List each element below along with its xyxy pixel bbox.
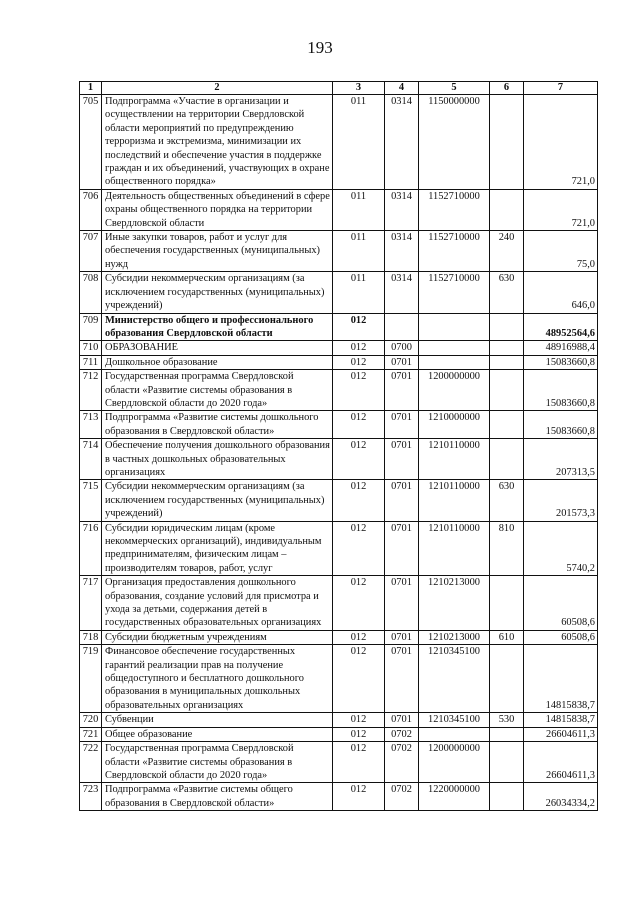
expense-type-cell [490, 370, 524, 411]
admin-code-cell: 012 [333, 630, 385, 644]
section-code-cell: 0314 [385, 231, 419, 272]
amount-cell: 15083660,8 [524, 370, 598, 411]
amount-cell: 26604611,3 [524, 742, 598, 783]
section-code-cell: 0701 [385, 713, 419, 727]
expense-type-cell [490, 355, 524, 369]
row-number-cell: 722 [80, 742, 102, 783]
amount-cell: 26034334,2 [524, 783, 598, 811]
admin-code-cell: 011 [333, 231, 385, 272]
expense-type-cell [490, 439, 524, 480]
row-name-cell: Деятельность общественных объединений в сфере охраны общественного порядка на территории Свердловской области [102, 189, 333, 230]
header-cell-3: 3 [333, 82, 385, 95]
section-code-cell: 0314 [385, 272, 419, 313]
row-number-cell: 719 [80, 645, 102, 713]
page-number: 193 [307, 38, 333, 57]
target-code-cell: 1152710000 [419, 272, 490, 313]
header-row [80, 82, 598, 95]
section-code-cell: 0314 [385, 95, 419, 190]
table-body [80, 95, 598, 811]
table-row [80, 313, 598, 341]
admin-code-cell: 011 [333, 95, 385, 190]
target-code-cell: 1210213000 [419, 576, 490, 631]
section-code-cell: 0701 [385, 576, 419, 631]
table-row [80, 576, 598, 631]
row-name-cell: Подпрограмма «Развитие системы общего образования в Свердловской области» [102, 783, 333, 811]
admin-code-cell: 012 [333, 370, 385, 411]
row-name-cell: Субсидии некоммерческим организациям (за исключением государственных (муниципальных) учреждений) [102, 480, 333, 521]
expense-type-cell [490, 576, 524, 631]
table-row [80, 341, 598, 355]
section-code-cell: 0701 [385, 411, 419, 439]
row-name-cell: Субвенции [102, 713, 333, 727]
row-number-cell: 708 [80, 272, 102, 313]
table-row [80, 645, 598, 713]
amount-cell: 48916988,4 [524, 341, 598, 355]
amount-cell: 721,0 [524, 95, 598, 190]
row-name-cell: Субсидии юридическим лицам (кроме некоммерческих организаций), индивидуальным предпринимателям, физическим лицам – производителям товаров, работ, услуг [102, 521, 333, 576]
table-row [80, 272, 598, 313]
admin-code-cell: 012 [333, 480, 385, 521]
row-number-cell: 721 [80, 727, 102, 741]
target-code-cell: 1200000000 [419, 742, 490, 783]
table-row [80, 742, 598, 783]
admin-code-cell: 012 [333, 439, 385, 480]
expense-type-cell [490, 95, 524, 190]
table-row [80, 411, 598, 439]
row-name-cell: ОБРАЗОВАНИЕ [102, 341, 333, 355]
admin-code-cell: 012 [333, 521, 385, 576]
admin-code-cell: 012 [333, 313, 385, 341]
admin-code-cell: 012 [333, 783, 385, 811]
row-name-cell: Государственная программа Свердловской области «Развитие системы образования в Свердловской области до 2020 года» [102, 742, 333, 783]
target-code-cell: 1210110000 [419, 480, 490, 521]
row-number-cell: 714 [80, 439, 102, 480]
row-number-cell: 716 [80, 521, 102, 576]
admin-code-cell: 011 [333, 189, 385, 230]
row-number-cell: 711 [80, 355, 102, 369]
row-number-cell: 712 [80, 370, 102, 411]
row-name-cell: Иные закупки товаров, работ и услуг для обеспечения государственных (муниципальных) нужд [102, 231, 333, 272]
amount-cell: 60508,6 [524, 576, 598, 631]
admin-code-cell: 012 [333, 576, 385, 631]
expense-type-cell: 630 [490, 480, 524, 521]
expense-type-cell: 240 [490, 231, 524, 272]
row-name-cell: Организация предоставления дошкольного образования, создание условий для присмотра и ухода за детьми, содержания детей в государственных образовательных организациях [102, 576, 333, 631]
expense-type-cell: 630 [490, 272, 524, 313]
row-number-cell: 713 [80, 411, 102, 439]
table-row [80, 630, 598, 644]
header-cell-6: 6 [490, 82, 524, 95]
expense-type-cell: 610 [490, 630, 524, 644]
section-code-cell: 0701 [385, 370, 419, 411]
table-row [80, 727, 598, 741]
row-number-cell: 705 [80, 95, 102, 190]
header-cell-2: 2 [102, 82, 333, 95]
target-code-cell: 1210345100 [419, 645, 490, 713]
expense-type-cell [490, 313, 524, 341]
amount-cell: 721,0 [524, 189, 598, 230]
table-row [80, 95, 598, 190]
amount-cell: 48952564,6 [524, 313, 598, 341]
section-code-cell: 0702 [385, 727, 419, 741]
target-code-cell: 1152710000 [419, 231, 490, 272]
section-code-cell: 0701 [385, 521, 419, 576]
target-code-cell: 1220000000 [419, 783, 490, 811]
row-number-cell: 717 [80, 576, 102, 631]
expense-type-cell [490, 645, 524, 713]
table-row [80, 713, 598, 727]
target-code-cell: 1152710000 [419, 189, 490, 230]
admin-code-cell: 012 [333, 742, 385, 783]
section-code-cell: 0701 [385, 630, 419, 644]
header-cell-7: 7 [524, 82, 598, 95]
expense-type-cell [490, 341, 524, 355]
table-row [80, 783, 598, 811]
admin-code-cell: 012 [333, 355, 385, 369]
table-row [80, 439, 598, 480]
row-name-cell: Дошкольное образование [102, 355, 333, 369]
amount-cell: 75,0 [524, 231, 598, 272]
header-cell-1: 1 [80, 82, 102, 95]
admin-code-cell: 012 [333, 411, 385, 439]
amount-cell: 14815838,7 [524, 713, 598, 727]
row-name-cell: Субсидии бюджетным учреждениям [102, 630, 333, 644]
target-code-cell: 1210345100 [419, 713, 490, 727]
row-name-cell: Министерство общего и профессионального образования Свердловской области [102, 313, 333, 341]
section-code-cell: 0701 [385, 480, 419, 521]
section-code-cell: 0314 [385, 189, 419, 230]
expense-type-cell: 810 [490, 521, 524, 576]
expense-type-cell [490, 727, 524, 741]
header-cell-5: 5 [419, 82, 490, 95]
section-code-cell: 0701 [385, 439, 419, 480]
table-row [80, 355, 598, 369]
table-row [80, 480, 598, 521]
budget-table [79, 81, 598, 811]
amount-cell: 14815838,7 [524, 645, 598, 713]
section-code-cell: 0702 [385, 783, 419, 811]
admin-code-cell: 011 [333, 272, 385, 313]
row-number-cell: 715 [80, 480, 102, 521]
row-number-cell: 710 [80, 341, 102, 355]
row-name-cell: Финансовое обеспечение государственных гарантий реализации прав на получение общедоступного и бесплатного дошкольного образования в муниципальных дошкольных образовательных организациях [102, 645, 333, 713]
row-name-cell: Подпрограмма «Участие в организации и осуществлении на территории Свердловской области мероприятий по предупреждению терроризма и экстремизма, минимизации их последствий и обеспечение участия в поддержке граждан и их объединений, участвующих в охране общественного порядка» [102, 95, 333, 190]
target-code-cell: 1150000000 [419, 95, 490, 190]
expense-type-cell [490, 411, 524, 439]
row-number-cell: 723 [80, 783, 102, 811]
section-code-cell: 0702 [385, 742, 419, 783]
target-code-cell [419, 313, 490, 341]
amount-cell: 15083660,8 [524, 355, 598, 369]
target-code-cell: 1200000000 [419, 370, 490, 411]
row-name-cell: Государственная программа Свердловской области «Развитие системы образования в Свердловской области до 2020 года» [102, 370, 333, 411]
section-code-cell: 0700 [385, 341, 419, 355]
admin-code-cell: 012 [333, 341, 385, 355]
target-code-cell: 1210110000 [419, 521, 490, 576]
amount-cell: 26604611,3 [524, 727, 598, 741]
section-code-cell: 0701 [385, 355, 419, 369]
table-row [80, 189, 598, 230]
target-code-cell: 1210000000 [419, 411, 490, 439]
amount-cell: 15083660,8 [524, 411, 598, 439]
admin-code-cell: 012 [333, 645, 385, 713]
row-name-cell: Обеспечение получения дошкольного образования в частных дошкольных образовательных организациях [102, 439, 333, 480]
expense-type-cell [490, 189, 524, 230]
table-row [80, 521, 598, 576]
section-code-cell [385, 313, 419, 341]
row-number-cell: 718 [80, 630, 102, 644]
table-row [80, 231, 598, 272]
amount-cell: 207313,5 [524, 439, 598, 480]
row-name-cell: Общее образование [102, 727, 333, 741]
row-name-cell: Субсидии некоммерческим организациям (за исключением государственных (муниципальных) учреждений) [102, 272, 333, 313]
row-number-cell: 707 [80, 231, 102, 272]
amount-cell: 646,0 [524, 272, 598, 313]
row-number-cell: 706 [80, 189, 102, 230]
target-code-cell [419, 341, 490, 355]
expense-type-cell [490, 742, 524, 783]
amount-cell: 60508,6 [524, 630, 598, 644]
row-name-cell: Подпрограмма «Развитие системы дошкольного образования в Свердловской области» [102, 411, 333, 439]
target-code-cell [419, 727, 490, 741]
target-code-cell [419, 355, 490, 369]
section-code-cell: 0701 [385, 645, 419, 713]
admin-code-cell: 012 [333, 727, 385, 741]
target-code-cell: 1210110000 [419, 439, 490, 480]
expense-type-cell [490, 783, 524, 811]
table-row [80, 370, 598, 411]
amount-cell: 5740,2 [524, 521, 598, 576]
row-number-cell: 720 [80, 713, 102, 727]
admin-code-cell: 012 [333, 713, 385, 727]
row-number-cell: 709 [80, 313, 102, 341]
amount-cell: 201573,3 [524, 480, 598, 521]
expense-type-cell: 530 [490, 713, 524, 727]
header-cell-4: 4 [385, 82, 419, 95]
target-code-cell: 1210213000 [419, 630, 490, 644]
